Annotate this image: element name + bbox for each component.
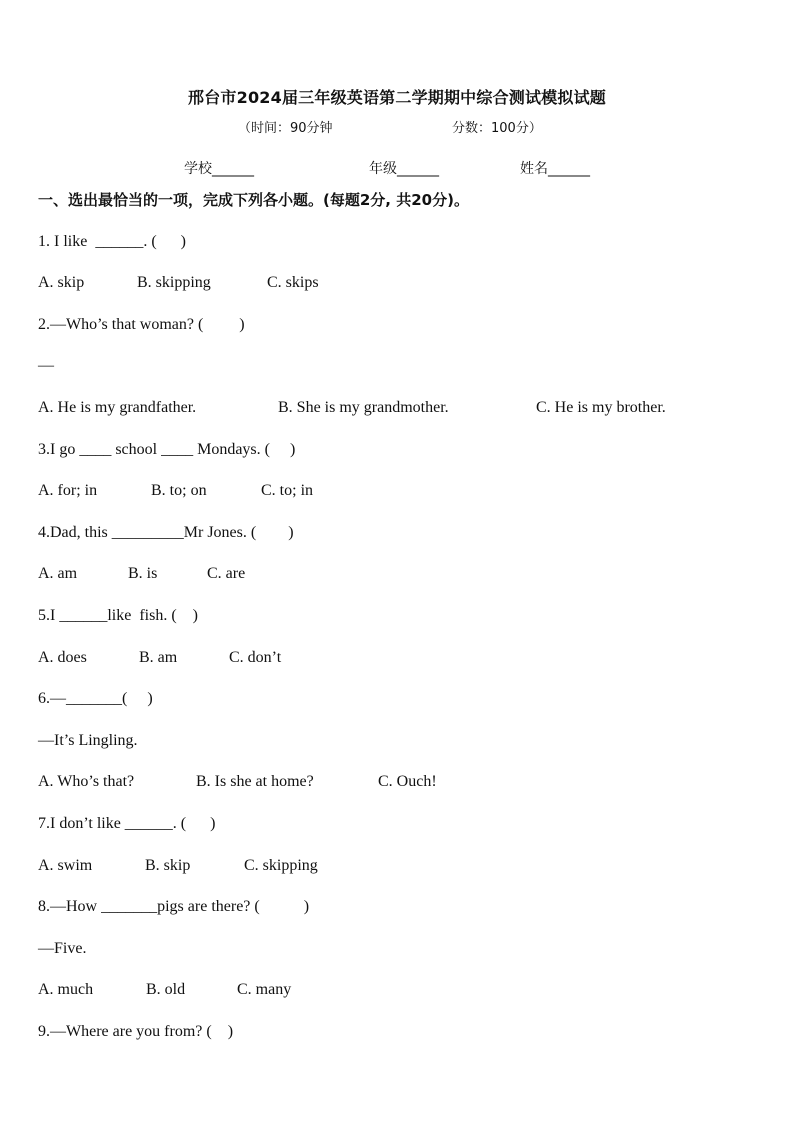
- option-b: B. Is she at home?: [196, 773, 314, 790]
- grade-field: 年级______: [369, 161, 439, 177]
- question-8: 8.—How _______pigs are there? ( ): [38, 898, 310, 915]
- exam-score: 分数：100分）: [452, 121, 542, 136]
- option-c: C. are: [207, 565, 246, 582]
- question-5: 5.I ______like fish. ( ): [38, 607, 198, 624]
- option-c: C. don’t: [229, 649, 282, 666]
- question-8-reply: —Five.: [38, 940, 87, 957]
- question-3: 3.I go ____ school ____ Mondays. ( ): [38, 441, 296, 458]
- option-b: B. am: [139, 649, 178, 666]
- option-a: A. skip: [38, 274, 85, 291]
- option-b: B. skip: [145, 857, 191, 874]
- option-a: A. He is my grandfather.: [38, 399, 197, 416]
- option-c: C. Ouch!: [378, 773, 437, 790]
- question-7: 7.I don’t like ______. ( ): [38, 815, 216, 832]
- question-2: 2.—Who’s that woman? ( ): [38, 316, 245, 333]
- question-6-reply: —It’s Lingling.: [38, 732, 138, 749]
- question-9: 9.—Where are you from? ( ): [38, 1023, 234, 1040]
- exam-title: 邢台市2024届三年级英语第二学期期中综合测试模拟试题: [188, 88, 606, 107]
- exam-time: （时间：90分钟: [238, 121, 333, 136]
- option-a: A. for; in: [38, 482, 98, 499]
- option-c: C. many: [237, 981, 292, 998]
- option-b: B. old: [146, 981, 186, 998]
- option-c: C. skips: [267, 274, 319, 291]
- option-c: C. skipping: [244, 857, 318, 874]
- option-c: C. to; in: [261, 482, 314, 499]
- option-a: A. Who’s that?: [38, 773, 135, 790]
- option-b: B. is: [128, 565, 158, 582]
- option-b: B. to; on: [151, 482, 207, 499]
- name-field: 姓名______: [520, 161, 590, 177]
- option-a: A. swim: [38, 857, 93, 874]
- question-6: 6.—_______( ): [38, 690, 153, 707]
- question-4: 4.Dad, this _________Mr Jones. ( ): [38, 524, 294, 541]
- option-b: B. skipping: [137, 274, 211, 291]
- question-2-reply: —: [38, 357, 54, 374]
- option-a: A. much: [38, 981, 94, 998]
- question-1: 1. I like ______. ( ): [38, 233, 186, 250]
- option-c: C. He is my brother.: [536, 399, 666, 416]
- section-heading: 一、选出最恰当的一项，完成下列各小题。(每题2分, 共20分)。: [38, 191, 469, 209]
- option-b: B. She is my grandmother.: [278, 399, 449, 416]
- option-a: A. does: [38, 649, 87, 666]
- option-a: A. am: [38, 565, 78, 582]
- school-field: 学校______: [184, 161, 254, 177]
